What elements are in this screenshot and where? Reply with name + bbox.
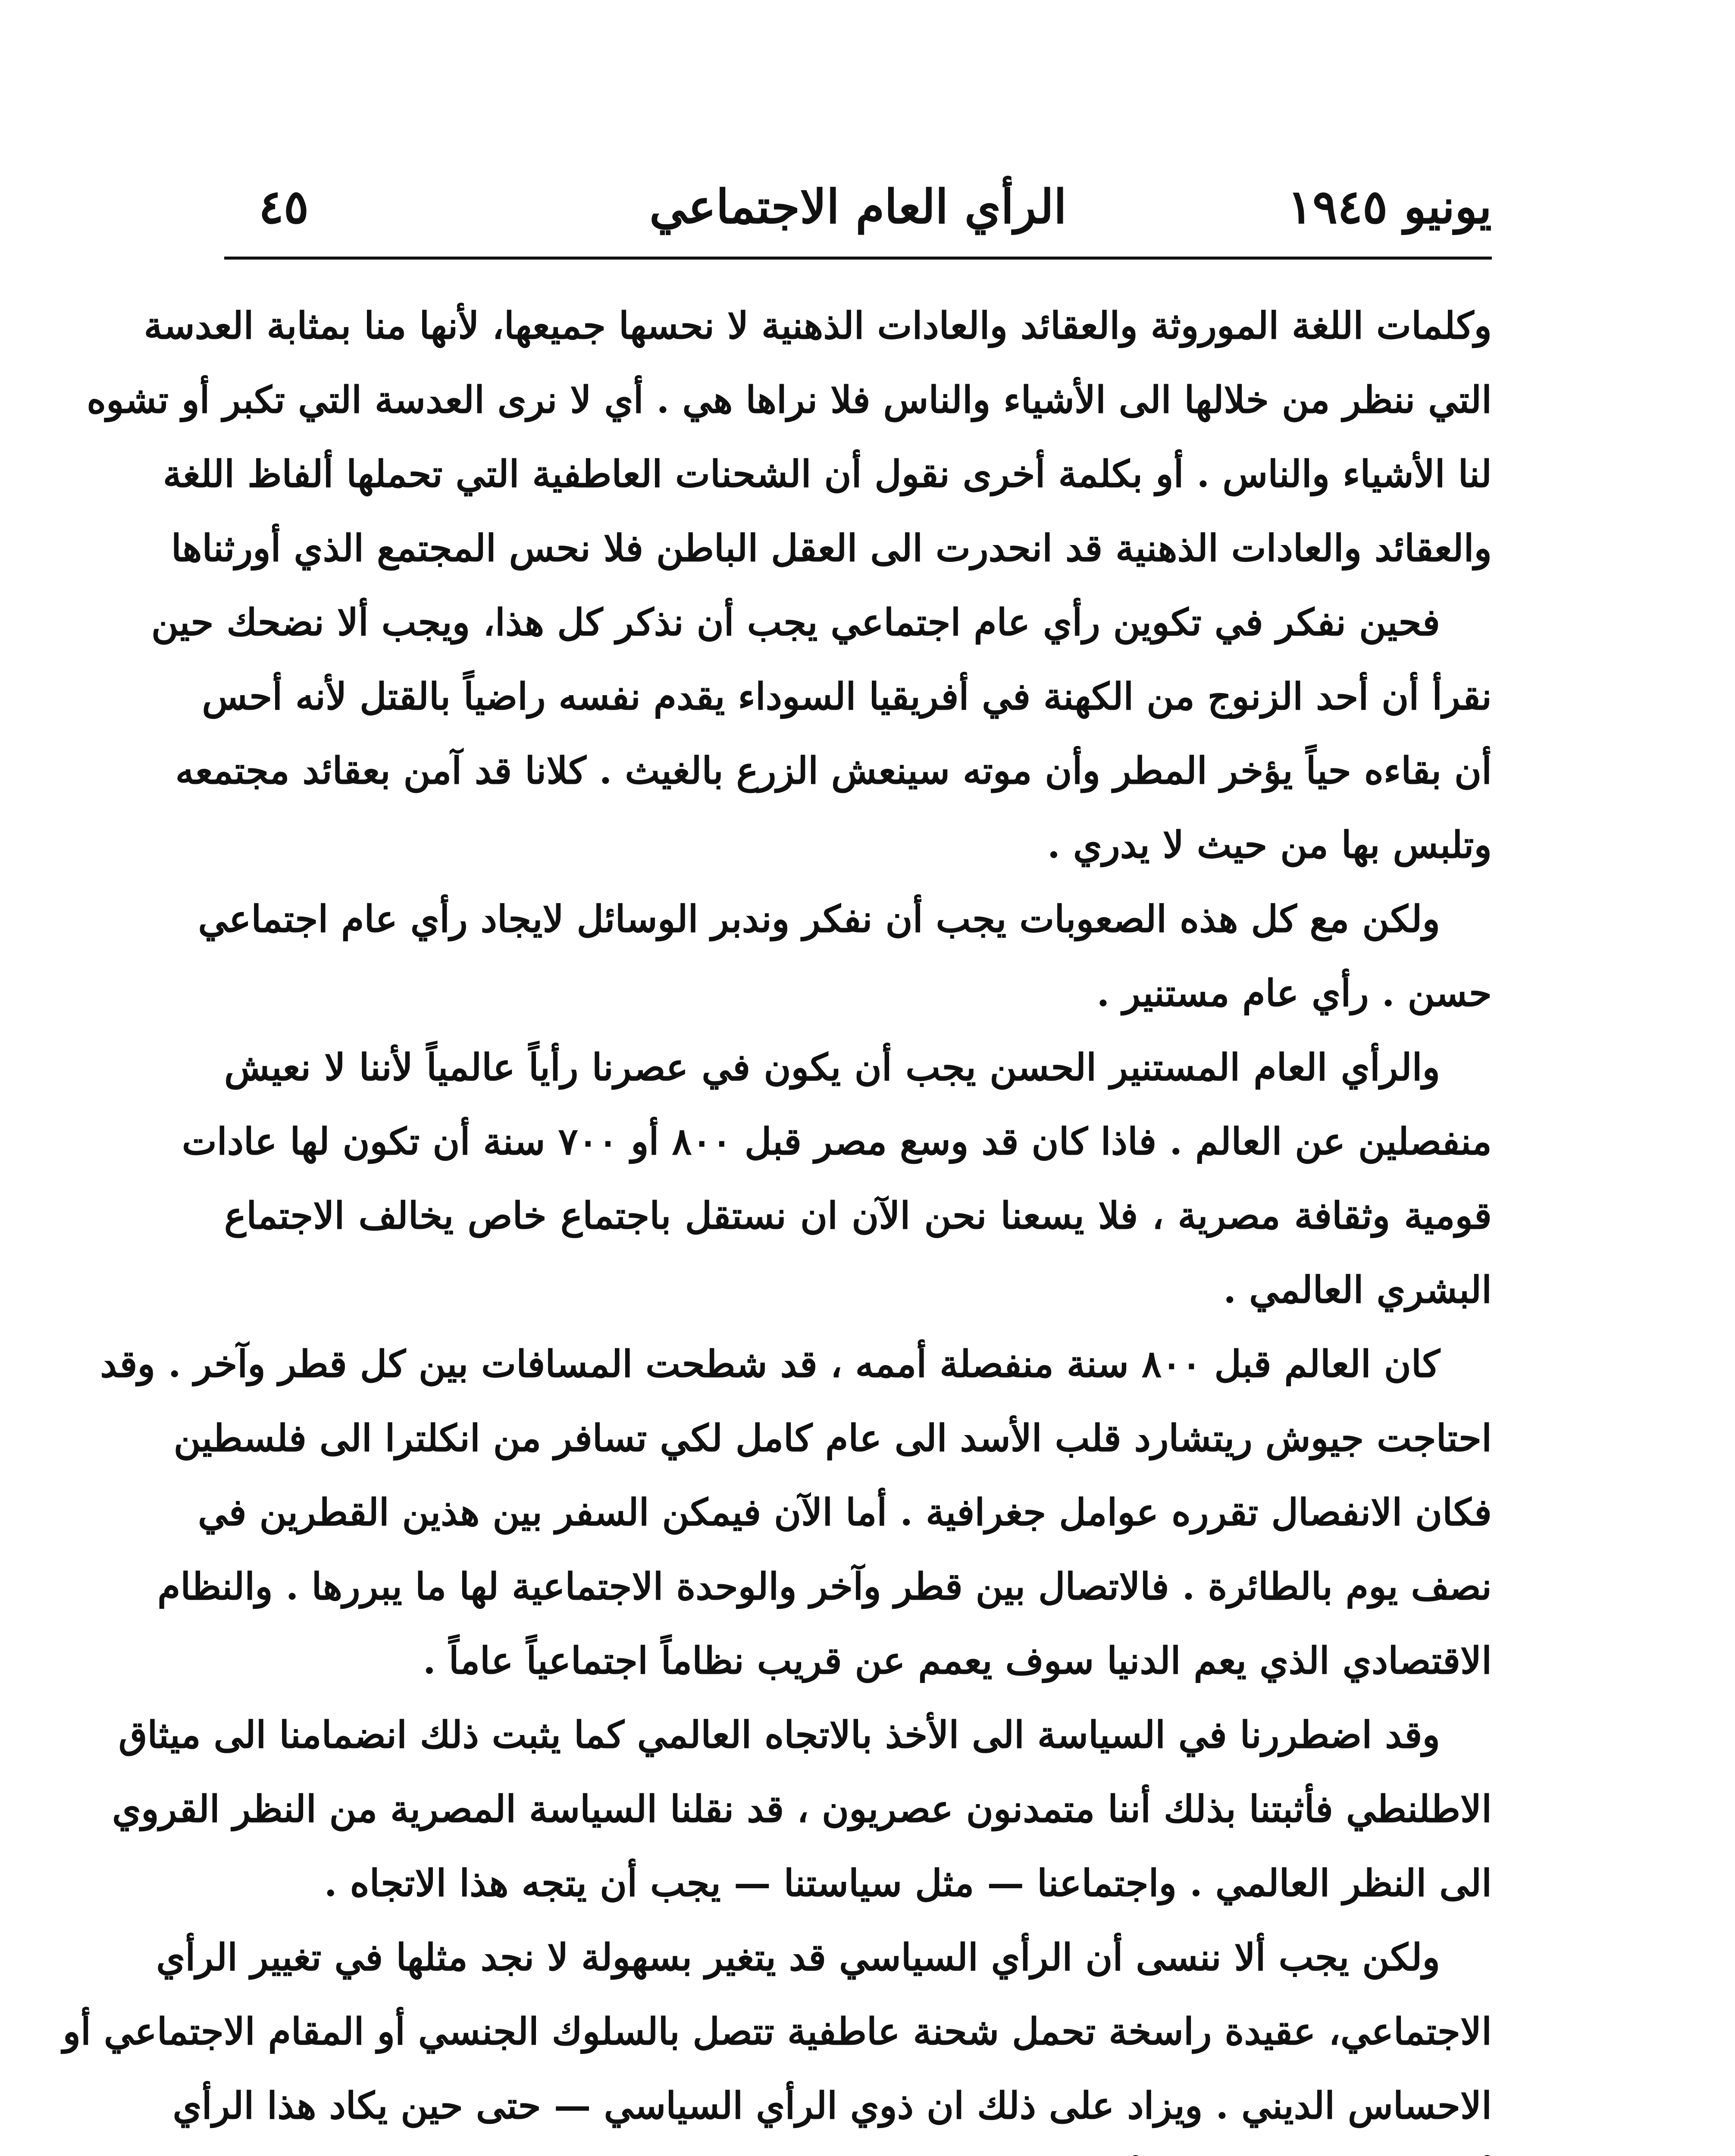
- text-line: لنا الأشياء والناس . أو بكلمة أخرى نقول أن الشحنات العاطفية التي تحملها ألفاظ اللغة: [163, 452, 1492, 496]
- header-title: الرأي العام الاجتماعي: [649, 180, 1067, 234]
- text-line: حسن . رأي عام مستنير .: [1096, 971, 1492, 1015]
- text-line: وكلمات اللغة الموروثة والعقائد والعادات الذهنية لا نحسها جميعها، لأنها منا بمثابة العدسة: [144, 304, 1492, 348]
- text-line: وتلبس بها من حيث لا يدري .: [1047, 823, 1492, 867]
- paragraph: [112, 1698, 1492, 1921]
- paragraph: [198, 882, 1492, 1031]
- text-line: وقد اضطررنا في السياسة الى الأخذ بالاتجاه العالمي كما يثبت ذلك انضمامنا الى ميثاق: [118, 1713, 1440, 1757]
- text-line: نقرأ أن أحد الزنوج من الكهنة في أفريقيا السوداء يقدم نفسه راضياً بالقتل لأنه أحس: [202, 675, 1492, 718]
- text-line: ولكن يجب ألا ننسى أن الرأي السياسي قد يتغير بسهولة لا نجد مثلها في تغيير الرأي: [156, 1936, 1440, 1979]
- text-line: قومية وثقافة مصرية ، فلا يسعنا نحن الآن ان نستقل باجتماع خاص يخالف الاجتماع: [224, 1194, 1492, 1238]
- text-line: فكان الانفصال تقرره عوامل جغرافية . أما الآن فيمكن السفر بين هذين القطرين في: [197, 1491, 1492, 1534]
- header-date: يونيو ١٩٤٥: [1287, 180, 1492, 234]
- page-header: [224, 168, 1492, 246]
- paragraph: [100, 1327, 1492, 1698]
- text-line: والرأي العام المستنير الحسن يجب أن يكون في عصرنا رأياً عالمياً لأننا لا نعيش: [224, 1046, 1440, 1089]
- text-line: الاحساس الديني . ويزاد على ذلك ان ذوي الرأي السياسي — حتى حين يكاد هذا الرأي: [172, 2084, 1492, 2128]
- body-text: [63, 289, 1492, 2156]
- paragraph: [63, 1921, 1492, 2156]
- text-line: الاقتصادي الذي يعم الدنيا سوف يعمم عن قريب نظاماً اجتماعياً عاماً .: [423, 1639, 1492, 1683]
- text-line: أن بقاءه حياً يؤخر المطر وأن موته سينعش الزرع بالغيث . كلانا قد آمن بعقائد مجتمعه: [175, 749, 1492, 793]
- text-line: ولكن مع كل هذه الصعوبات يجب أن نفكر وندبر الوسائل لايجاد رأي عام اجتماعي: [198, 897, 1440, 941]
- text-line: نصف يوم بالطائرة . فالاتصال بين قطر وآخر والوحدة الاجتماعية لها ما يبررها . والنظام: [157, 1565, 1492, 1608]
- text-line: فحين نفكر في تكوين رأي عام اجتماعي يجب أن نذكر كل هذا، ويجب ألا نضحك حين: [151, 601, 1440, 644]
- text-line: التي ننظر من خلالها الى الأشياء والناس فلا نراها هي . أي لا نرى العدسة التي تكبر أو تشوه: [87, 378, 1492, 422]
- header-rule: [224, 257, 1492, 260]
- text-line: الاجتماعي، عقيدة راسخة تحمل شحنة عاطفية تتصل بالسلوك الجنسي أو المقام الاجتماعي أو: [63, 2010, 1492, 2053]
- paragraph: [87, 289, 1492, 586]
- text-line: كان العالم قبل ٨٠٠ سنة منفصلة أممه ، قد شطحت المسافات بين كل قطر وآخر . وقد: [100, 1342, 1440, 1386]
- page-number: ٤٥: [259, 180, 309, 234]
- text-line: البشري العالمي .: [1223, 1268, 1492, 1312]
- text-line: منفصلين عن العالم . فاذا كان قد وسع مصر قبل ٨٠٠ أو ٧٠٠ سنة أن تكون لها عادات: [182, 1120, 1492, 1163]
- text-line: احتاجت جيوش ريتشارد قلب الأسد الى عام كامل لكي تسافر من انكلترا الى فلسطين: [173, 1416, 1492, 1460]
- text-line: والعقائد والعادات الذهنية قد انحدرت الى العقل الباطن فلا نحس المجتمع الذي أورثناها: [171, 526, 1492, 570]
- text-line: [224, 2143, 1492, 2156]
- paragraph: [151, 586, 1492, 882]
- text-line: الاطلنطي فأثبتنا بذلك أننا متمدنون عصريون ، قد نقلنا السياسة المصرية من النظر القروي: [112, 1787, 1492, 1831]
- paragraph: [182, 1031, 1492, 1327]
- text-line: الى النظر العالمي . واجتماعنا — مثل سياستنا — يجب أن يتجه هذا الاتجاه .: [324, 1861, 1492, 1905]
